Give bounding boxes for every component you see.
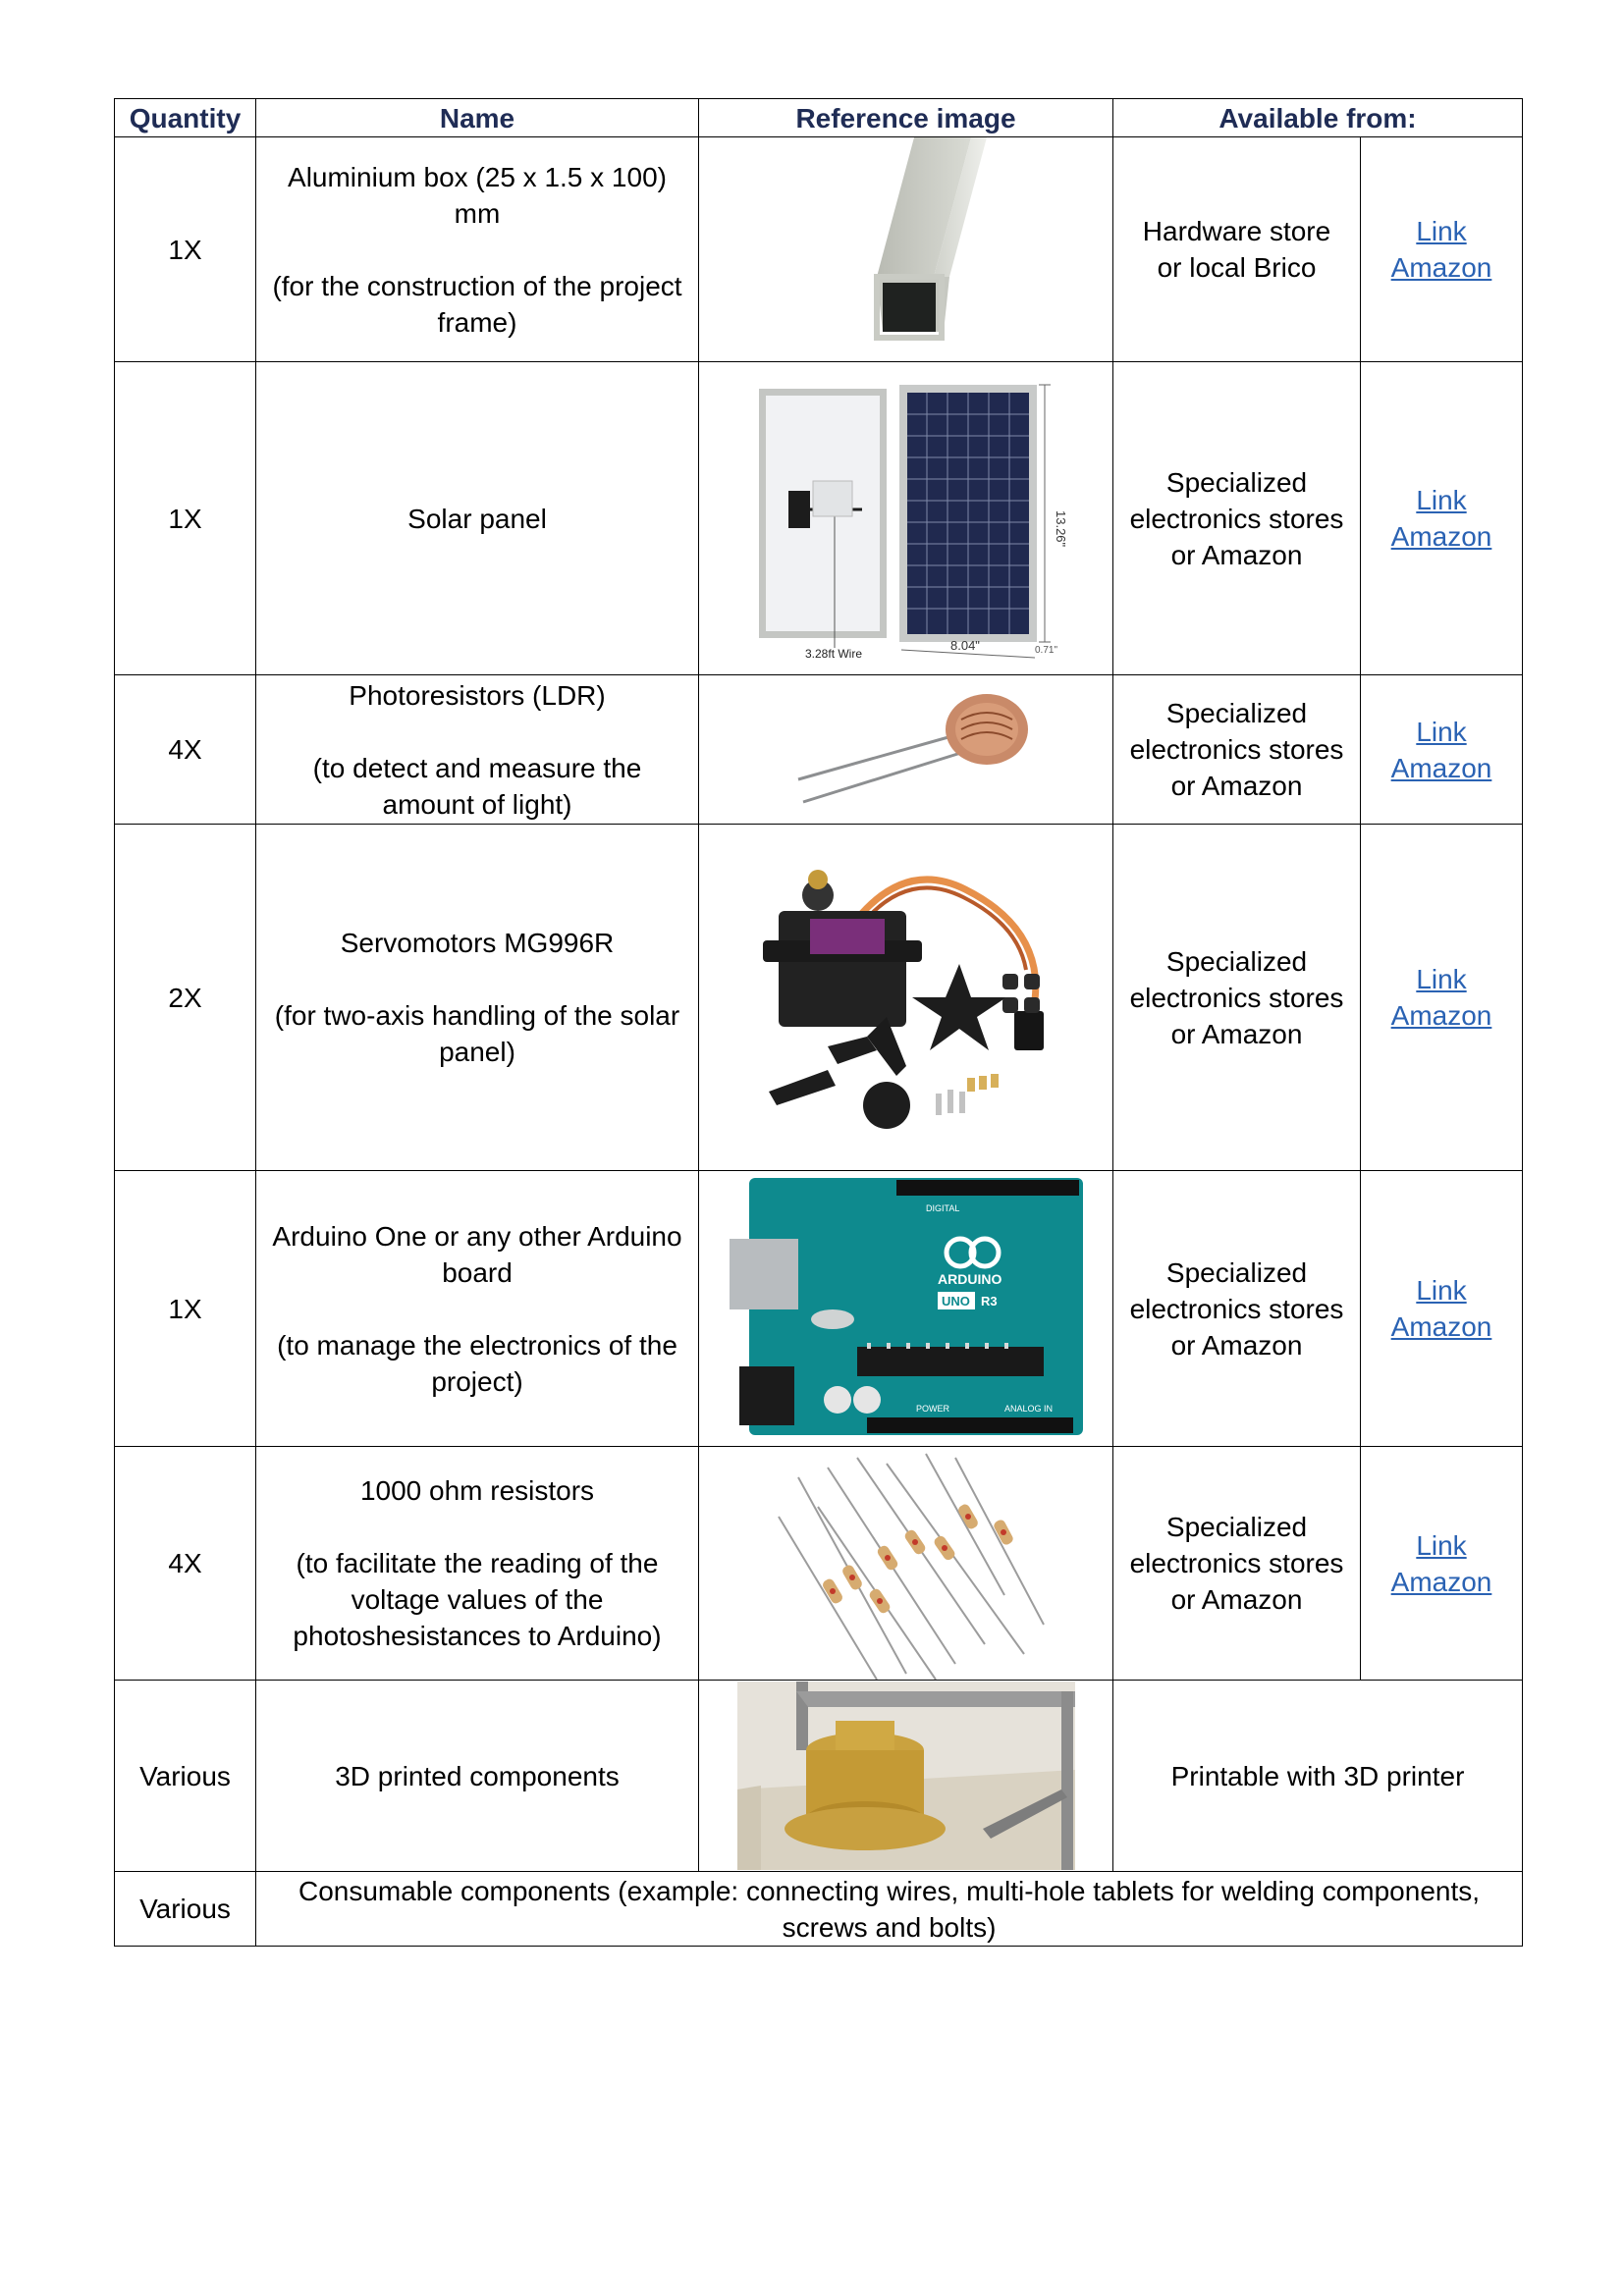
quantity-cell: Various [115, 1681, 256, 1872]
bill-of-materials-table [114, 98, 1523, 1947]
link-cell [1361, 825, 1523, 1171]
item-note: (to facilitate the reading of the voltage values of the photoshesistances to Arduino) [293, 1548, 662, 1651]
photoresistor-icon [759, 676, 1054, 824]
panel-width-label: 8.04" [949, 638, 980, 653]
quantity-cell: 1X [115, 362, 256, 675]
amazon-link[interactable]: Link Amazon [1390, 1275, 1492, 1342]
amazon-link[interactable]: Link Amazon [1390, 964, 1492, 1031]
table-row [115, 1872, 1523, 1947]
digital-label: DIGITAL [925, 1203, 959, 1213]
wire-length-label: 3.28ft Wire [804, 647, 862, 661]
item-note: (to detect and measure the amount of light) [312, 752, 642, 820]
amazon-link[interactable]: Link Amazon [1390, 485, 1492, 552]
solar-panel-icon [744, 363, 1068, 673]
3d-printed-part-icon [737, 1682, 1075, 1870]
table-row [115, 675, 1523, 825]
table-row [115, 1681, 1523, 1872]
reference-image-cell [699, 1171, 1113, 1447]
source-cell: Specialized electronics stores or Amazon [1113, 675, 1361, 825]
uno-label: UNO [941, 1294, 970, 1308]
quantity-cell: 4X [115, 1447, 256, 1681]
r3-label: R3 [980, 1294, 998, 1308]
name-cell: 3D printed components [256, 1681, 699, 1872]
name-cell: Solar panel [256, 362, 699, 675]
reference-image-cell [699, 1681, 1113, 1872]
reference-image-cell [699, 675, 1113, 825]
arduino-board-icon [720, 1172, 1093, 1445]
reference-image-cell [699, 137, 1113, 362]
link-cell [1361, 675, 1523, 825]
power-label: POWER [915, 1404, 949, 1414]
resistors-icon [759, 1448, 1054, 1680]
table-row [115, 1447, 1523, 1681]
link-cell [1361, 137, 1523, 362]
amazon-link[interactable]: Link Amazon [1390, 216, 1492, 283]
header-reference-image: Reference image [699, 99, 1113, 137]
panel-height-label: 13.26" [1053, 510, 1068, 548]
name-cell [256, 1447, 699, 1681]
aluminium-tube-icon [818, 137, 995, 361]
source-cell: Specialized electronics stores or Amazon [1113, 1447, 1361, 1681]
amazon-link[interactable]: Link Amazon [1390, 1529, 1492, 1597]
link-cell [1361, 1447, 1523, 1681]
name-cell [256, 1171, 699, 1447]
source-cell: Specialized electronics stores or Amazon [1113, 362, 1361, 675]
arduino-logo-label: ARDUINO [937, 1271, 1001, 1287]
link-cell [1361, 362, 1523, 675]
table-row [115, 137, 1523, 362]
item-note: (for the construction of the project frame) [272, 270, 682, 338]
reference-image-cell [699, 825, 1113, 1171]
table-row [115, 362, 1523, 675]
quantity-cell: 4X [115, 675, 256, 825]
quantity-cell: 2X [115, 825, 256, 1171]
link-cell [1361, 1171, 1523, 1447]
header-quantity: Quantity [115, 99, 256, 137]
header-name: Name [256, 99, 699, 137]
name-cell [256, 825, 699, 1171]
item-name: 1000 ohm resistors [359, 1475, 595, 1506]
item-name: Servomotors MG996R [340, 928, 615, 958]
table-row [115, 1171, 1523, 1447]
source-cell: Hardware store or local Brico [1113, 137, 1361, 362]
quantity-cell: 1X [115, 137, 256, 362]
item-note: (to manage the electronics of the project) [277, 1329, 677, 1397]
source-cell: Specialized electronics stores or Amazon [1113, 825, 1361, 1171]
header-available-from: Available from: [1113, 99, 1523, 137]
servomotor-icon [739, 850, 1073, 1145]
reference-image-cell [699, 362, 1113, 675]
analog-in-label: ANALOG IN [1003, 1404, 1053, 1414]
name-cell [256, 137, 699, 362]
reference-image-cell [699, 1447, 1113, 1681]
panel-depth-label: 0.71" [1034, 645, 1057, 656]
name-cell [256, 675, 699, 825]
header-row [115, 99, 1523, 137]
quantity-cell: Various [115, 1872, 256, 1947]
item-name: Photoresistors (LDR) [349, 679, 606, 711]
table-row [115, 825, 1523, 1171]
item-note: (for two-axis handling of the solar panel) [274, 1000, 680, 1067]
source-cell: Specialized electronics stores or Amazon [1113, 1171, 1361, 1447]
item-name: Aluminium box (25 x 1.5 x 100) mm [288, 161, 667, 229]
source-cell: Printable with 3D printer [1113, 1681, 1523, 1872]
item-name: Arduino One or any other Arduino board [272, 1220, 682, 1288]
amazon-link[interactable]: Link Amazon [1390, 716, 1492, 783]
name-cell: Consumable components (example: connecting wires, multi-hole tablets for welding components, screws and bolts) [256, 1872, 1523, 1947]
quantity-cell: 1X [115, 1171, 256, 1447]
